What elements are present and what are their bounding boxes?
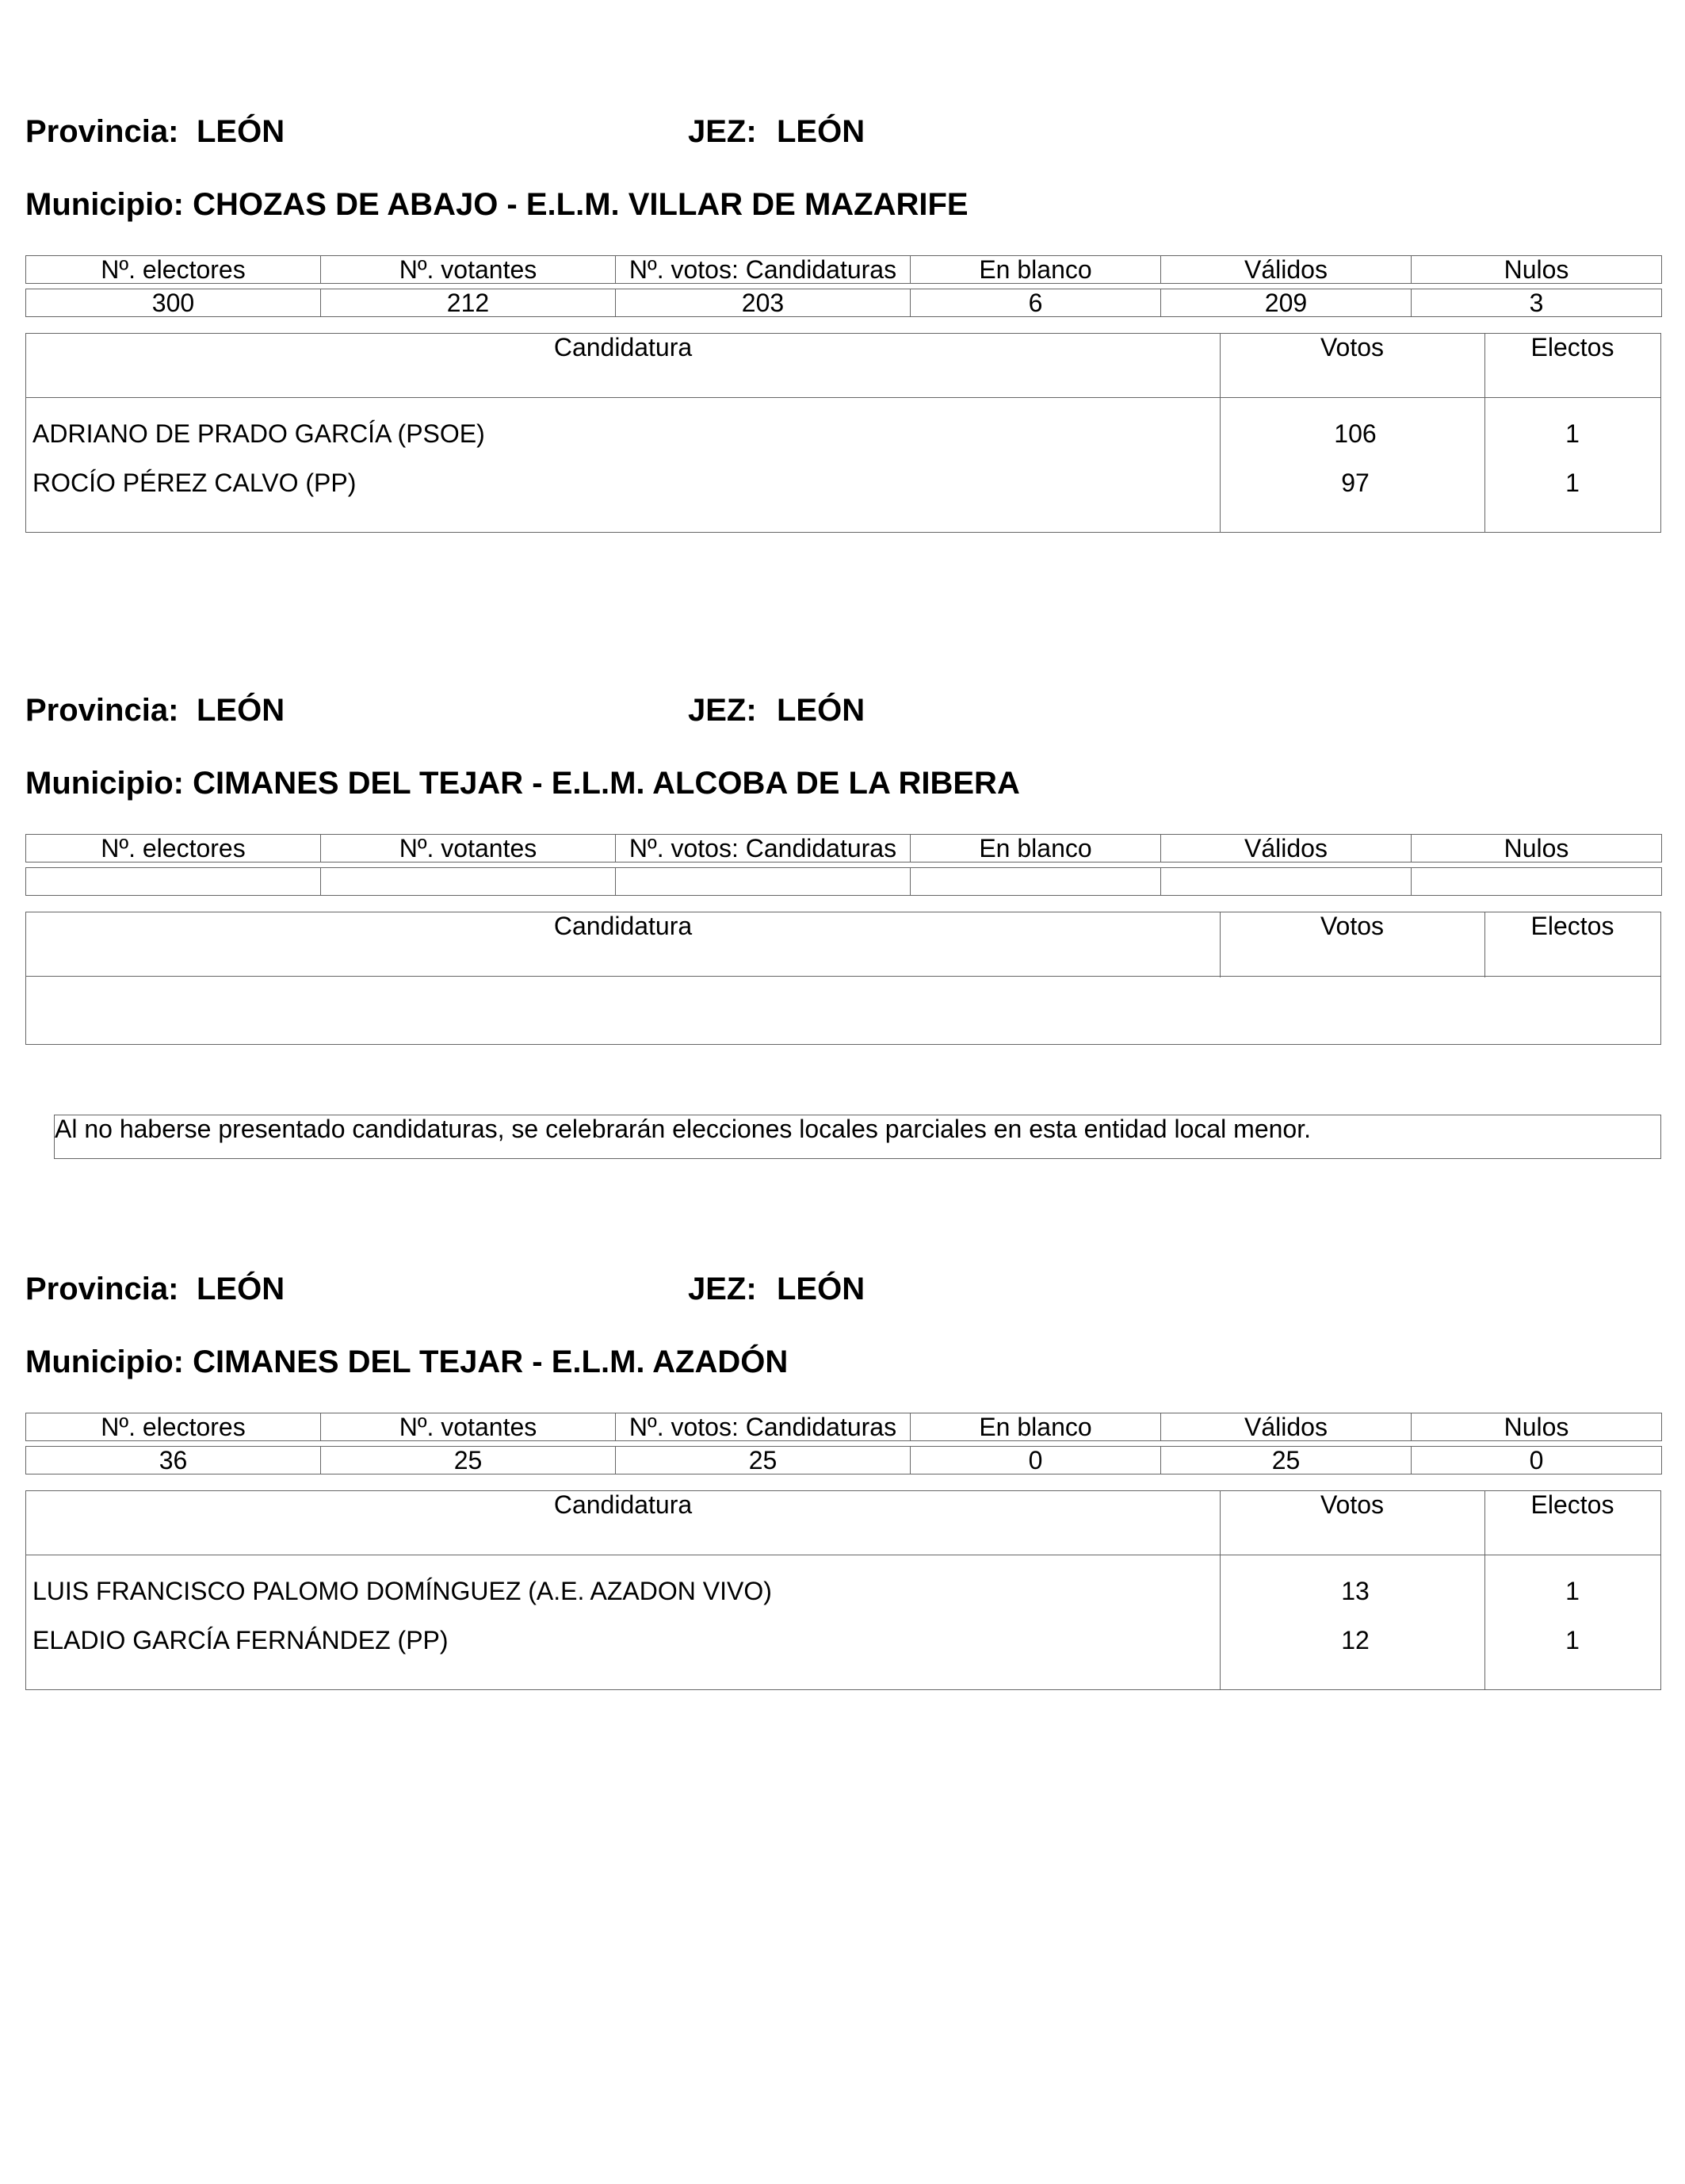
header-en-blanco: En blanco: [911, 256, 1161, 284]
candidatura-table: [25, 333, 1661, 533]
provincia-label: Provincia:: [25, 114, 179, 149]
provincia-label: Provincia:: [25, 693, 179, 728]
value-nulos: 0: [1412, 1447, 1662, 1474]
header-votantes: Nº. votantes: [321, 1413, 616, 1441]
municipio-line: [25, 1344, 788, 1380]
jez-value: LEÓN: [777, 1272, 865, 1306]
municipio-value: CIMANES DEL TEJAR - E.L.M. AZADÓN: [193, 1344, 789, 1379]
provincia-line: [25, 1272, 1661, 1316]
candidatura-body: [26, 398, 1660, 533]
provincia-line: [25, 114, 1661, 159]
header-votos-candidaturas: Nº. votos: Candidaturas: [616, 1413, 911, 1441]
candidate-name: ELADIO GARCÍA FERNÁNDEZ (PP): [32, 1626, 449, 1654]
no-candidates-note: [54, 1115, 1661, 1159]
header-validos: Válidos: [1161, 1413, 1412, 1441]
header-candidatura: Candidatura: [553, 912, 693, 940]
candidatura-table: [25, 912, 1661, 1045]
municipio-label: Municipio:: [25, 187, 184, 222]
summary-table: [25, 255, 1662, 317]
table-row: [26, 466, 1660, 533]
value-votos-candidaturas: 203: [616, 289, 911, 317]
candidate-name: ROCÍO PÉREZ CALVO (PP): [32, 469, 357, 497]
municipio-label: Municipio:: [25, 1344, 184, 1379]
candidatura-header: [26, 912, 1660, 977]
value-validos: [1161, 868, 1412, 896]
summary-header-row: [26, 256, 1662, 284]
header-votos-candidaturas: Nº. votos: Candidaturas: [616, 835, 911, 863]
header-en-blanco: En blanco: [911, 835, 1161, 863]
header-votos: Votos: [1320, 333, 1385, 361]
table-row: [26, 398, 1660, 466]
value-en-blanco: 6: [911, 289, 1161, 317]
value-votantes: 212: [321, 289, 616, 317]
table-row: [26, 1624, 1660, 1690]
candidate-name: LUIS FRANCISCO PALOMO DOMÍNGUEZ (A.E. AZADON VIVO): [32, 1577, 772, 1605]
municipio-line: [25, 766, 1020, 801]
value-votos-candidaturas: 25: [616, 1447, 911, 1474]
header-validos: Válidos: [1161, 256, 1412, 284]
header-nulos: Nulos: [1412, 835, 1662, 863]
value-en-blanco: [911, 868, 1161, 896]
header-electores: Nº. electores: [26, 835, 321, 863]
candidate-electos: 1: [1565, 1577, 1580, 1605]
header-nulos: Nulos: [1412, 256, 1662, 284]
header-electos: Electos: [1530, 912, 1614, 940]
header-votantes: Nº. votantes: [321, 256, 616, 284]
provincia-label: Provincia:: [25, 1272, 179, 1306]
header-electores: Nº. electores: [26, 1413, 321, 1441]
candidate-name: ADRIANO DE PRADO GARCÍA (PSOE): [32, 419, 485, 448]
summary-table: [25, 1413, 1662, 1474]
candidate-votos: 12: [1341, 1626, 1370, 1654]
header-candidatura: Candidatura: [553, 1490, 693, 1519]
candidate-electos: 1: [1565, 1626, 1580, 1654]
summary-value-row: [26, 1447, 1662, 1474]
candidate-votos: 106: [1334, 419, 1377, 448]
header-validos: Válidos: [1161, 835, 1412, 863]
candidatura-header: [26, 1491, 1660, 1555]
municipio-value: CHOZAS DE ABAJO - E.L.M. VILLAR DE MAZARIFE: [193, 187, 969, 222]
summary-value-row: [26, 289, 1662, 317]
value-votantes: 25: [321, 1447, 616, 1474]
summary-value-row: [26, 868, 1662, 896]
header-votos: Votos: [1320, 1490, 1385, 1519]
municipio-label: Municipio:: [25, 766, 184, 801]
jez-value: LEÓN: [777, 114, 865, 149]
provincia-value: LEÓN: [197, 114, 285, 149]
value-validos: 25: [1161, 1447, 1412, 1474]
value-votantes: [321, 868, 616, 896]
value-nulos: 3: [1412, 289, 1662, 317]
jez-label: JEZ:: [688, 1272, 757, 1306]
value-validos: 209: [1161, 289, 1412, 317]
value-en-blanco: 0: [911, 1447, 1161, 1474]
provincia-line: [25, 693, 1661, 737]
table-row: [26, 1555, 1660, 1624]
candidatura-table: [25, 1490, 1661, 1690]
value-votos-candidaturas: [616, 868, 911, 896]
candidate-votos: 97: [1341, 469, 1370, 497]
header-electos: Electos: [1530, 333, 1614, 361]
note-text: Al no haberse presentado candidaturas, se celebrarán elecciones locales parciales en esta entidad local menor.: [55, 1115, 1311, 1143]
value-electores: 300: [26, 289, 321, 317]
provincia-value: LEÓN: [197, 1272, 285, 1306]
jez-label: JEZ:: [688, 693, 757, 728]
jez-label: JEZ:: [688, 114, 757, 149]
summary-table: [25, 834, 1662, 896]
header-votantes: Nº. votantes: [321, 835, 616, 863]
header-electores: Nº. electores: [26, 256, 321, 284]
candidatura-body: [26, 1555, 1660, 1690]
summary-header-row: [26, 835, 1662, 863]
header-votos-candidaturas: Nº. votos: Candidaturas: [616, 256, 911, 284]
header-candidatura: Candidatura: [553, 333, 693, 361]
municipio-value: CIMANES DEL TEJAR - E.L.M. ALCOBA DE LA RIBERA: [193, 766, 1020, 801]
header-nulos: Nulos: [1412, 1413, 1662, 1441]
candidate-electos: 1: [1565, 419, 1580, 448]
candidate-votos: 13: [1341, 1577, 1370, 1605]
jez-value: LEÓN: [777, 693, 865, 728]
header-en-blanco: En blanco: [911, 1413, 1161, 1441]
header-votos: Votos: [1320, 912, 1385, 940]
header-electos: Electos: [1530, 1490, 1614, 1519]
summary-header-row: [26, 1413, 1662, 1441]
value-nulos: [1412, 868, 1662, 896]
value-electores: [26, 868, 321, 896]
value-electores: 36: [26, 1447, 321, 1474]
candidatura-header: [26, 334, 1660, 398]
candidate-electos: 1: [1565, 469, 1580, 497]
municipio-line: [25, 187, 969, 223]
provincia-value: LEÓN: [197, 693, 285, 728]
